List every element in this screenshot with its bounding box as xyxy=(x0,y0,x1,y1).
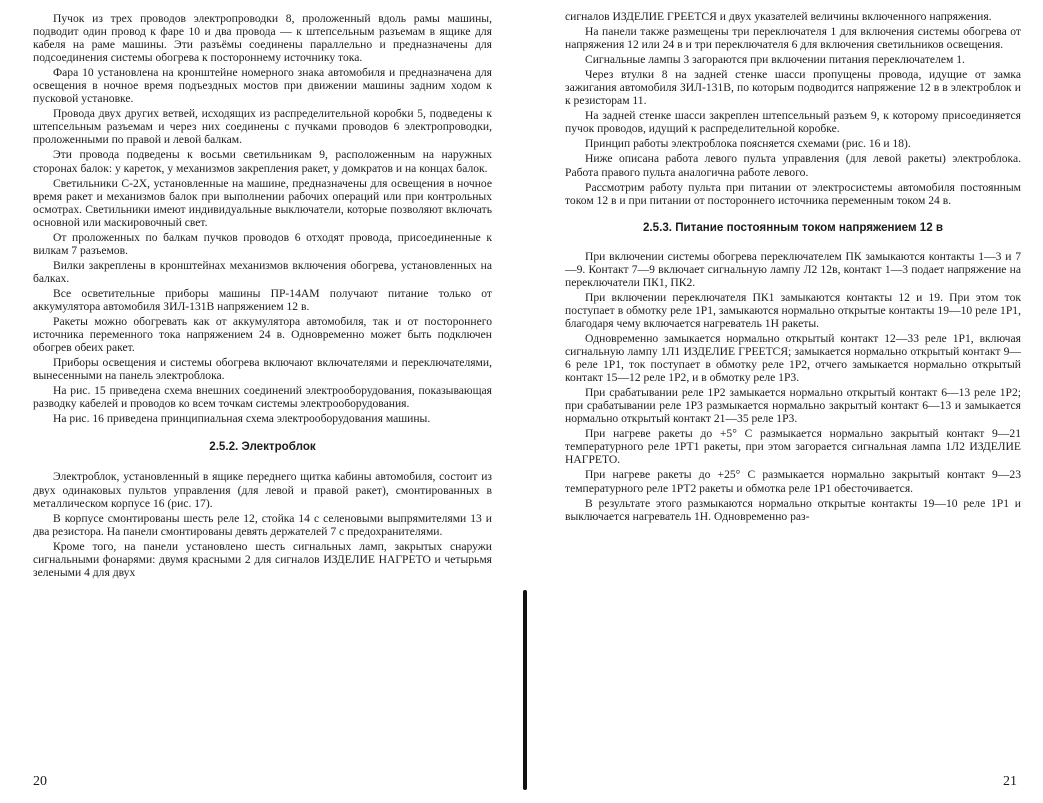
book-spine-shadow xyxy=(523,590,527,790)
paragraph-right-8: Рассмотрим работу пульта при питании от электросистемы автомобиля постоянным током 12 в и при питании от постороннего источника переменным током 24 в. xyxy=(565,180,1021,207)
paragraph-left-3: Провода двух других ветвей, исходящих из распределительной коробки 5, подведены к штепсельным разъемам и через них соединены с пучками проводов 6 электропроводки, проложенными по правой и левой балкам. xyxy=(33,107,492,147)
paragraph-right-1: сигналов ИЗДЕЛИЕ ГРЕЕТСЯ и двух указателей величины включенного напряжения. xyxy=(565,10,992,23)
paragraph-right-3: Сигнальные лампы 3 загораются при включении питания переключателем 1. xyxy=(585,53,965,67)
paragraph-left-12: На рис. 16 приведена принципиальная схема электрооборудования машины. xyxy=(53,412,431,426)
paragraph-left-10: Приборы освещения и системы обогрева включают включателями и переключателями, вынесенными на панель электроблока. xyxy=(33,356,492,383)
paragraph-left-9: Ракеты можно обогревать как от аккумулятора автомобиля, так и от постороннего источника переменного тока напряжением 24 в. Одновременно может быть подключен обогрев обеих ракет. xyxy=(33,315,492,355)
paragraph-right-6: Принцип работы электроблока поясняется схемами (рис. 16 и 18). xyxy=(585,137,911,151)
paragraph-right-2: На панели также размещены три переключателя 1 для включения системы обогрева от напряжения 12 или 24 в и три переключателя 6 для включения светильников освещения. xyxy=(565,25,1021,52)
paragraph-right-7: Ниже описана работа левого пульта управления (для левой ракеты) электроблока. Работа правого пульта аналогична работе левого. xyxy=(565,152,1021,179)
paragraph-left-7: Вилки закреплены в кронштейнах механизмов включения обогрева, установленных на балках. xyxy=(33,258,492,285)
paragraph-left-8: Все осветительные приборы машины ПР-14АМ получают питание только от аккумулятора автомобиля ЗИЛ-131В напряжением 12 в. xyxy=(33,286,492,313)
page-number-right: 21 xyxy=(1003,773,1017,789)
paragraph-right-15: В результате этого размыкаются нормально открытые контакты 19—10 реле 1Р1 и выключается нагреватель 1Н. Одновременно раз- xyxy=(565,496,1021,523)
paragraph-right-14: При нагреве ракеты до +25° С размыкается нормально закрытый контакт 9—23 температурного реле 1РТ2 ракеты и обмотка реле 1Р1 обесточивается. xyxy=(565,468,1021,495)
paragraph-left-11: На рис. 15 приведена схема внешних соединений электрооборудования, показывающая разводку кабелей и проводов ко всем точкам системы электрооборудования. xyxy=(33,384,492,411)
paragraph-right-11: Одновременно замыкается нормально открытый контакт 12—33 реле 1Р1, включая сигнальную лампу 1Л1 ИЗДЕЛИЕ ГРЕЕТСЯ; замыкается нормально открытый контакт 9—6 реле 1Р1, ток поступает в обмотку реле 1Р2, отчего замыкается нормально открытый контакт 15—12 реле 1Р2, и в обмотку реле 1Р3. xyxy=(565,331,1021,385)
paragraph-left-1: Пучок из трех проводов электропроводки 8, проложенный вдоль рамы машины, подводит один провод к фаре 10 и два провода — к штепсельным разъемам в ящике для кабеля на раме машины. Эти разъёмы соединены параллельно и предназначены для подсоединения системы обогрева к постороннему источнику тока. xyxy=(33,12,492,65)
paragraph-left-6: От проложенных по балкам пучков проводов 6 отходят провода, присоединенные к вилкам 7 разъемов. xyxy=(33,230,492,257)
right-page xyxy=(532,0,1043,803)
paragraph-left-5: Светильники С-2Х, установленные на машине, предназначены для освещения в ночное время ракет и механизмов балок при выполнении рабочих операций или при контрольных осмотрах. Светильники имеют индивидуальные выключатели, которые позволяют включать основной или маскировочный свет. xyxy=(33,176,492,229)
page-number-left: 20 xyxy=(33,773,47,789)
paragraph-right-10: При включении переключателя ПК1 замыкаются контакты 12 и 19. При этом ток поступает в обмотку реле 1Р1, замыкаются нормально открытые контакты 19—10 реле 1Р1, благодаря чему включается нагреватель 1Н ракеты. xyxy=(565,290,1021,330)
paragraph-right-13: При нагреве ракеты до +5° С размыкается нормально закрытый контакт 9—21 температурного реле 1РТ1 ракеты, при этом загорается сигнальная лампа 1Л2 ИЗДЕЛИЕ НАГРЕТО. xyxy=(565,427,1021,467)
paragraph-left-15: Кроме того, на панели установлено шесть сигнальных ламп, закрытых снаружи сигнальными фонарями: двумя красными 2 для сигналов ИЗДЕЛИЕ НАГРЕТО и четырьмя зелеными 4 для двух xyxy=(33,539,492,579)
paragraph-left-13: Электроблок, установленный в ящике переднего щитка кабины автомобиля, состоит из двух одинаковых пультов управления (для левой и правой ракет), смонтированных в металлическом корпусе 16 (рис. 17). xyxy=(33,470,492,510)
section-heading-electroblock: 2.5.2. Электроблок xyxy=(209,440,316,454)
left-page xyxy=(0,0,510,803)
paragraph-left-4: Эти провода подведены к восьми светильникам 9, расположенным на наружных сторонах балок: у кареток, у механизмов закрепления ракет, у домкратов и на концах балок. xyxy=(33,148,492,175)
paragraph-right-12: При срабатывании реле 1Р2 замыкается нормально открытый контакт 6—13 реле 1Р2; при срабатывании реле 1Р3 размыкается нормально закрытый контакт 6—13 и замыкается нормально открытый контакт 21—35 реле 1Р3. xyxy=(565,386,1021,426)
section-heading-dc-power: 2.5.3. Питание постоянным током напряжением 12 в xyxy=(642,220,944,234)
paragraph-left-2: Фара 10 установлена на кронштейне номерного знака автомобиля и предназначена для освещения в ночное время подъездных мостов при движении машины задним ходом к пусковой установке. xyxy=(33,66,492,106)
paragraph-left-14: В корпусе смонтированы шесть реле 12, стойка 14 с селеновыми выпрямителями 13 и два резистора. На панели смонтированы девять держателей 7 с предохранителями. xyxy=(33,511,492,538)
paragraph-right-5: На задней стенке шасси закреплен штепсельный разъем 9, к которому присоединяется пучок проводов, идущий к распределительной коробке. xyxy=(565,109,1021,136)
paragraph-right-9: При включении системы обогрева переключателем ПК замыкаются контакты 1—3 и 7—9. Контакт 7—9 включает сигнальную лампу Л2 12в, контакт 1—3 подает напряжение на переключатели ПК1, ПК2. xyxy=(565,249,1021,289)
paragraph-right-4: Через втулки 8 на задней стенке шасси пропущены провода, идущие от замка зажигания автомобиля ЗИЛ-131В, по которым подводится напряжение 12 в в электроблок и к резисторам 11. xyxy=(565,68,1021,108)
